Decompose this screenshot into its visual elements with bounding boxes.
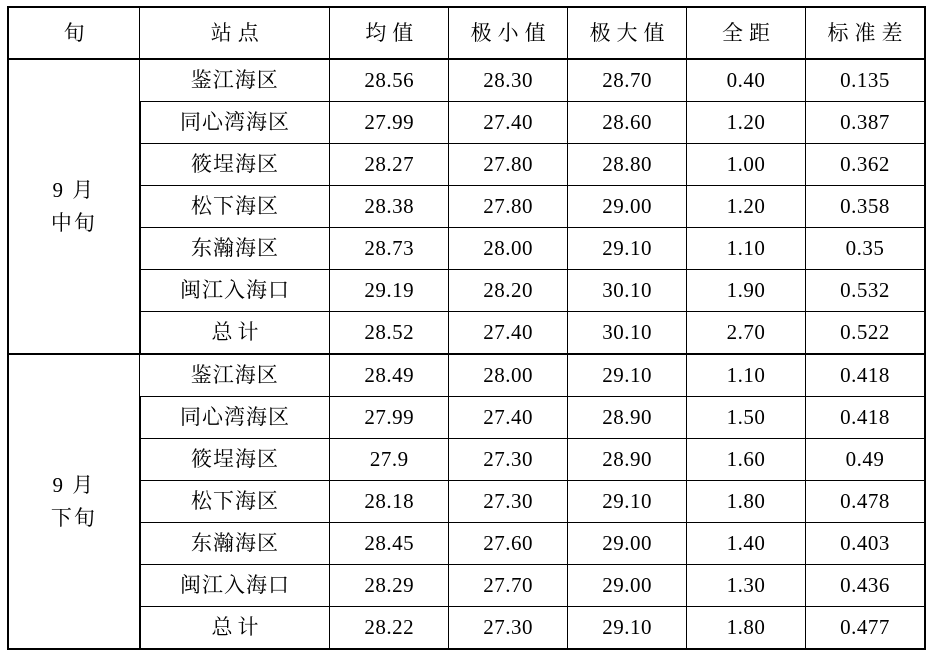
- max-cell: 29.10: [568, 607, 687, 650]
- total-label-cell: 总计: [140, 312, 330, 355]
- station-cell: 筱埕海区: [140, 439, 330, 481]
- max-cell: 30.10: [568, 270, 687, 312]
- sd-cell: 0.478: [805, 481, 925, 523]
- max-cell: 29.00: [568, 186, 687, 228]
- range-cell: 2.70: [687, 312, 806, 355]
- sd-cell: 0.418: [805, 354, 925, 397]
- min-cell: 27.80: [449, 186, 568, 228]
- min-cell: 27.40: [449, 312, 568, 355]
- sd-cell: 0.477: [805, 607, 925, 650]
- min-cell: 27.80: [449, 144, 568, 186]
- table-row: [8, 270, 925, 312]
- sd-cell: 0.418: [805, 397, 925, 439]
- range-cell: 1.60: [687, 439, 806, 481]
- sd-cell: 0.35: [805, 228, 925, 270]
- min-cell: 27.40: [449, 397, 568, 439]
- mean-cell: 28.29: [330, 565, 449, 607]
- column-header-max: 极大值: [568, 7, 687, 59]
- range-cell: 1.30: [687, 565, 806, 607]
- max-cell: 30.10: [568, 312, 687, 355]
- table-row: [8, 186, 925, 228]
- station-cell: 鉴江海区: [140, 59, 330, 102]
- range-cell: 1.00: [687, 144, 806, 186]
- mean-cell: 28.52: [330, 312, 449, 355]
- sd-cell: 0.522: [805, 312, 925, 355]
- total-label-cell: 总计: [140, 607, 330, 650]
- max-cell: 28.80: [568, 144, 687, 186]
- station-cell: 东瀚海区: [140, 228, 330, 270]
- table-row: [8, 523, 925, 565]
- sd-cell: 0.436: [805, 565, 925, 607]
- min-cell: 27.70: [449, 565, 568, 607]
- max-cell: 28.70: [568, 59, 687, 102]
- min-cell: 28.00: [449, 354, 568, 397]
- min-cell: 28.20: [449, 270, 568, 312]
- table-row: [8, 354, 925, 397]
- station-cell: 松下海区: [140, 481, 330, 523]
- mean-cell: 27.99: [330, 102, 449, 144]
- station-cell: 松下海区: [140, 186, 330, 228]
- mean-cell: 28.27: [330, 144, 449, 186]
- station-cell: 筱埕海区: [140, 144, 330, 186]
- max-cell: 29.10: [568, 481, 687, 523]
- table-row-total: [8, 607, 925, 650]
- column-header-sd: 标准差: [805, 7, 925, 59]
- statistics-table: [7, 6, 926, 650]
- column-header-range: 全距: [687, 7, 806, 59]
- table-row: [8, 481, 925, 523]
- table-row: [8, 228, 925, 270]
- max-cell: 29.10: [568, 354, 687, 397]
- range-cell: 1.40: [687, 523, 806, 565]
- min-cell: 27.30: [449, 481, 568, 523]
- station-cell: 闽江入海口: [140, 270, 330, 312]
- period-line-2: 下旬: [50, 505, 97, 530]
- period-cell-group-1: [8, 354, 140, 649]
- mean-cell: 28.45: [330, 523, 449, 565]
- range-cell: 1.50: [687, 397, 806, 439]
- mean-cell: 28.56: [330, 59, 449, 102]
- range-cell: 1.10: [687, 228, 806, 270]
- table-row: [8, 102, 925, 144]
- min-cell: 28.30: [449, 59, 568, 102]
- column-header-period: 旬: [8, 7, 140, 59]
- station-cell: 东瀚海区: [140, 523, 330, 565]
- table-row: [8, 397, 925, 439]
- station-cell: 闽江入海口: [140, 565, 330, 607]
- sd-cell: 0.403: [805, 523, 925, 565]
- mean-cell: 28.22: [330, 607, 449, 650]
- range-cell: 1.90: [687, 270, 806, 312]
- mean-cell: 28.49: [330, 354, 449, 397]
- mean-cell: 27.99: [330, 397, 449, 439]
- station-cell: 同心湾海区: [140, 397, 330, 439]
- range-cell: 1.20: [687, 102, 806, 144]
- table-header-row: [8, 7, 925, 59]
- max-cell: 29.00: [568, 565, 687, 607]
- min-cell: 27.40: [449, 102, 568, 144]
- station-cell: 同心湾海区: [140, 102, 330, 144]
- range-cell: 1.20: [687, 186, 806, 228]
- station-cell: 鉴江海区: [140, 354, 330, 397]
- range-cell: 1.10: [687, 354, 806, 397]
- range-cell: 0.40: [687, 59, 806, 102]
- table-row: [8, 439, 925, 481]
- sd-cell: 0.49: [805, 439, 925, 481]
- sd-cell: 0.362: [805, 144, 925, 186]
- sd-cell: 0.532: [805, 270, 925, 312]
- max-cell: 29.00: [568, 523, 687, 565]
- max-cell: 28.90: [568, 397, 687, 439]
- column-header-min: 极小值: [449, 7, 568, 59]
- range-cell: 1.80: [687, 607, 806, 650]
- min-cell: 27.60: [449, 523, 568, 565]
- sd-cell: 0.387: [805, 102, 925, 144]
- table-row: [8, 565, 925, 607]
- column-header-station: 站点: [140, 7, 330, 59]
- min-cell: 27.30: [449, 607, 568, 650]
- max-cell: 28.90: [568, 439, 687, 481]
- period-cell-group-0: [8, 59, 140, 354]
- mean-cell: 28.18: [330, 481, 449, 523]
- max-cell: 29.10: [568, 228, 687, 270]
- table-row-total: [8, 312, 925, 355]
- min-cell: 27.30: [449, 439, 568, 481]
- mean-cell: 29.19: [330, 270, 449, 312]
- range-cell: 1.80: [687, 481, 806, 523]
- period-line-1: 9 月: [52, 472, 96, 497]
- column-header-mean: 均值: [330, 7, 449, 59]
- sd-cell: 0.135: [805, 59, 925, 102]
- table-row: [8, 59, 925, 102]
- min-cell: 28.00: [449, 228, 568, 270]
- sd-cell: 0.358: [805, 186, 925, 228]
- period-line-1: 9 月: [52, 177, 96, 202]
- max-cell: 28.60: [568, 102, 687, 144]
- table-row: [8, 144, 925, 186]
- mean-cell: 27.9: [330, 439, 449, 481]
- period-line-2: 中旬: [50, 210, 97, 235]
- mean-cell: 28.73: [330, 228, 449, 270]
- mean-cell: 28.38: [330, 186, 449, 228]
